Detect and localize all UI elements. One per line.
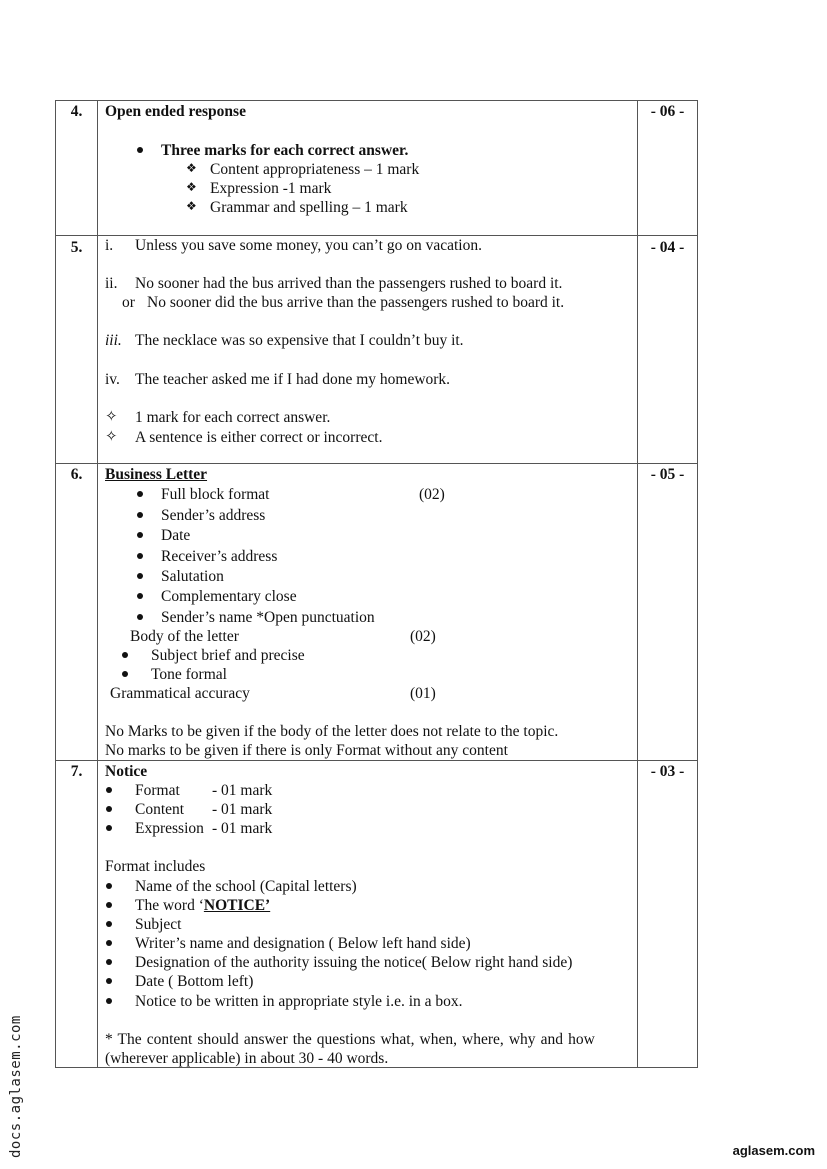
question-marks: - 04 -	[650, 239, 685, 256]
diamond-bullet-icon: ❖	[186, 180, 197, 194]
answer-text: The necklace was so expensive that I couldn’t buy it.	[135, 332, 464, 349]
marking-note: 1 mark for each correct answer.	[135, 409, 331, 426]
diamond-bullet-icon: ❖	[186, 161, 197, 175]
bullet-icon	[137, 573, 143, 579]
table-border-right	[697, 100, 698, 1068]
scoring-value: - 01 mark	[212, 782, 273, 799]
star-bullet-icon: ✧	[105, 427, 118, 445]
format-item: Sender’s name *Open punctuation	[161, 609, 375, 626]
bullet-icon	[137, 614, 143, 620]
body-score: (02)	[410, 628, 436, 645]
scoring-value: - 01 mark	[212, 801, 273, 818]
format-item: Writer’s name and designation ( Below left hand side)	[135, 935, 471, 952]
bullet-icon	[106, 806, 112, 812]
bullet-icon	[122, 652, 128, 658]
table-border-top	[55, 100, 698, 101]
answer-text: No sooner had the bus arrived than the passengers rushed to board it.	[135, 275, 563, 292]
scoring-value: - 01 mark	[212, 820, 273, 837]
format-score: (02)	[419, 486, 445, 503]
question-title: Business Letter	[105, 466, 208, 483]
question-number: 7.	[70, 763, 83, 780]
format-item: Name of the school (Capital letters)	[135, 878, 357, 895]
answer-label: or	[122, 294, 135, 311]
bullet-icon	[137, 553, 143, 559]
bullet-icon	[137, 491, 143, 497]
footnote-line: * The content should answer the questions what, when, where, why and how	[105, 1031, 595, 1048]
bullet-icon	[106, 940, 112, 946]
question-number: 5.	[70, 239, 83, 256]
bullet-icon	[137, 593, 143, 599]
question-marks: - 03 -	[650, 763, 685, 780]
diamond-bullet-icon: ❖	[186, 199, 197, 213]
marking-subitem: Content appropriateness – 1 mark	[210, 161, 420, 178]
question-marks: - 06 -	[650, 103, 685, 120]
question-number: 6.	[70, 466, 83, 483]
format-item: Date	[161, 527, 191, 544]
watermark-side: docs.aglasem.com	[8, 1015, 24, 1158]
bullet-icon	[137, 147, 143, 153]
body-label: Body of the letter	[130, 628, 239, 645]
format-item: Complementary close	[161, 588, 297, 605]
format-item: Sender’s address	[161, 507, 266, 524]
marking-note: A sentence is either correct or incorrect.	[135, 429, 383, 446]
body-item: Tone formal	[151, 666, 227, 683]
format-item: Full block format	[161, 486, 270, 503]
bullet-icon	[137, 532, 143, 538]
format-heading: Format includes	[105, 858, 206, 875]
bullet-icon	[106, 978, 112, 984]
footnote-line: (wherever applicable) in about 30 - 40 words.	[105, 1050, 389, 1067]
answer-label: iii.	[105, 332, 122, 349]
bullet-icon	[106, 902, 112, 908]
column-divider-1	[97, 100, 98, 1068]
format-item: Notice to be written in appropriate style i.e. in a box.	[135, 993, 463, 1010]
question-title: Notice	[105, 763, 148, 780]
marking-subitem: Grammar and spelling – 1 mark	[210, 199, 408, 216]
answer-text: No sooner did the bus arrive than the passengers rushed to board it.	[147, 294, 565, 311]
answer-text: The teacher asked me if I had done my homework.	[135, 371, 451, 388]
format-word-notice: NOTICE’	[203, 897, 271, 914]
format-item: Salutation	[161, 568, 224, 585]
question-number: 4.	[70, 103, 83, 120]
answer-label: iv.	[105, 371, 120, 388]
bullet-icon	[106, 883, 112, 889]
format-word-prefix: The word ‘	[135, 897, 204, 914]
grammar-label: Grammatical accuracy	[110, 685, 250, 702]
question-title: Open ended response	[105, 103, 246, 120]
marking-subitem: Expression -1 mark	[210, 180, 332, 197]
row-divider-7	[55, 760, 698, 761]
answer-text: Unless you save some money, you can’t go on vacation.	[135, 237, 482, 254]
format-item: Date ( Bottom left)	[135, 973, 254, 990]
answer-label: ii.	[105, 275, 118, 292]
scoring-label: Expression	[135, 820, 204, 837]
bullet-icon	[106, 959, 112, 965]
bullet-icon	[106, 921, 112, 927]
bullet-icon	[122, 671, 128, 677]
grammar-score: (01)	[410, 685, 436, 702]
format-item: Subject	[135, 916, 182, 933]
scoring-label: Content	[135, 801, 185, 818]
marking-bullet: Three marks for each correct answer.	[161, 142, 409, 159]
bullet-icon	[106, 787, 112, 793]
watermark-corner: aglasem.com	[732, 1143, 815, 1158]
star-bullet-icon: ✧	[105, 407, 118, 425]
marking-note: No marks to be given if there is only Format without any content	[105, 742, 508, 759]
bullet-icon	[106, 825, 112, 831]
format-item: Receiver’s address	[161, 548, 278, 565]
bullet-icon	[137, 512, 143, 518]
format-item: Designation of the authority issuing the notice( Below right hand side)	[135, 954, 573, 971]
bullet-icon	[106, 998, 112, 1004]
marking-note: No Marks to be given if the body of the letter does not relate to the topic.	[105, 723, 559, 740]
answer-label: i.	[105, 237, 114, 254]
question-marks: - 05 -	[650, 466, 685, 483]
format-item-word	[135, 896, 270, 915]
row-divider-6	[55, 463, 698, 464]
body-item: Subject brief and precise	[151, 647, 305, 664]
scoring-label: Format	[135, 782, 180, 799]
